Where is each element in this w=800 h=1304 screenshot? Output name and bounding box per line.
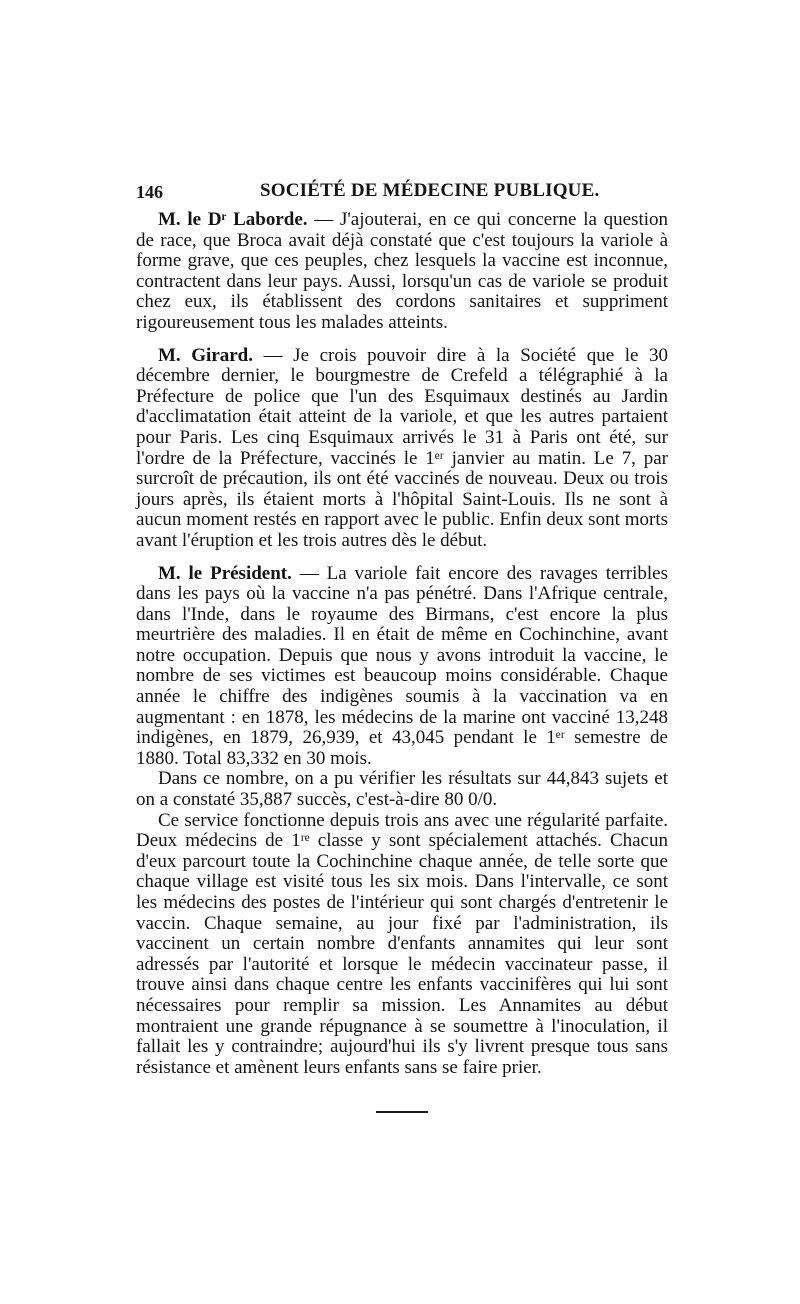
paragraph-text: — La variole fait encore des ravages terribles dans les pays où la vaccine n'a pas pénétré. Dans l'Afrique centrale, dans l'Inde, dans le royaume des Birmans, c'est encore la plus meurtrière des maladies. Il en était de même en Cochinchine, avant notre occupation. Depuis que nous y avons introduit la vaccine, le nombre de ses victimes est beaucoup moins considérable. Chaque année le chiffre des indigènes soumis à la vaccination va en augmentant : en 1878, les médecins de la marine ont vacciné 13,248 indigènes, en 1879, 26,939, et 43,045 pendant le 1ᵉʳ semestre de 1880. Total 83,332 en 30 mois. (136, 562, 668, 769)
body-text (136, 210, 668, 1078)
running-head: SOCIÉTÉ DE MÉDECINE PUBLIQUE. (260, 180, 600, 201)
speaker-name: M. le Dʳ Laborde. (158, 209, 308, 230)
paragraph-text: — Je crois pouvoir dire à la Société que le 30 décembre dernier, le bourgmestre de Crefeld a télégraphié à la Préfecture de police que l'un des Esquimaux destinés au Jardin d'acclimatation était atteint de la variole, et que les autres partaient pour Paris. Les cinq Esquimaux arrivés le 31 à Paris ont été, sur l'ordre de la Préfecture, vaccinés le 1ᵉʳ janvier au matin. Le 7, par surcroît de précaution, ils ont été vaccinés de nouveau. Deux ou trois jours après, ils étaient morts à l'hôpital Saint-Louis. Ils ne sont à aucun moment restés en rapport avec le public. Enfin deux sont morts avant l'éruption et les trois autres dès le début. (136, 344, 668, 551)
paragraph-text: Dans ce nombre, on a pu vérifier les résultats sur 44,843 sujets et on a constaté 35,887 succès, c'est-à-dire 80 0/0. (136, 768, 668, 811)
paragraph-text: Ce service fonctionne depuis trois ans avec une régularité parfaite. Deux médecins de 1ʳᵉ classe y sont spécialement attachés. Chacun d'eux parcourt toute la Cochinchine chaque année, de telle sorte que chaque village est visité tous les six mois. Dans l'intervalle, ce sont les médecins des postes de l'intérieur qui sont chargés d'entretenir le vaccin. Chaque semaine, au jour fixé par l'administration, ils vaccinent un certain nombre d'enfants annamites qui leur sont adressés par l'autorité et lorsque le médecin vaccinateur passe, il trouve ainsi dans chaque centre les enfants vaccinifères qui lui sont nécessaires pour remplir sa mission. Les Annamites au début montraient une grande répugnance à se soumettre à l'inoculation, il fallait les y contraindre; aujourd'hui ils s'y livrent presque tous sans résistance et amènent leurs enfants sans se faire prier. (136, 809, 668, 1078)
speaker-name: M. le Président. (158, 562, 292, 584)
end-rule (376, 1111, 428, 1113)
paragraph-text: — J'ajouterai, en ce qui concerne la question de race, que Broca avait déjà constaté que c'est toujours la variole à forme grave, que ces peuples, chez lesquels la vaccine est inconnue, contractent dans leur pays. Aussi, lorsqu'un cas de variole se produit chez eux, ils établissent des cordons sanitaires et suppriment rigoureusement tous les malades atteints. (136, 209, 669, 333)
page-header (136, 180, 668, 208)
paragraph-president (136, 564, 668, 770)
paragraph-service (136, 811, 668, 1079)
paragraph-laborde (136, 210, 668, 334)
page-number: 146 (136, 182, 163, 202)
speaker-name: M. Girard. (158, 344, 254, 366)
paragraph-girard (136, 346, 668, 552)
paragraph-results (136, 769, 668, 810)
